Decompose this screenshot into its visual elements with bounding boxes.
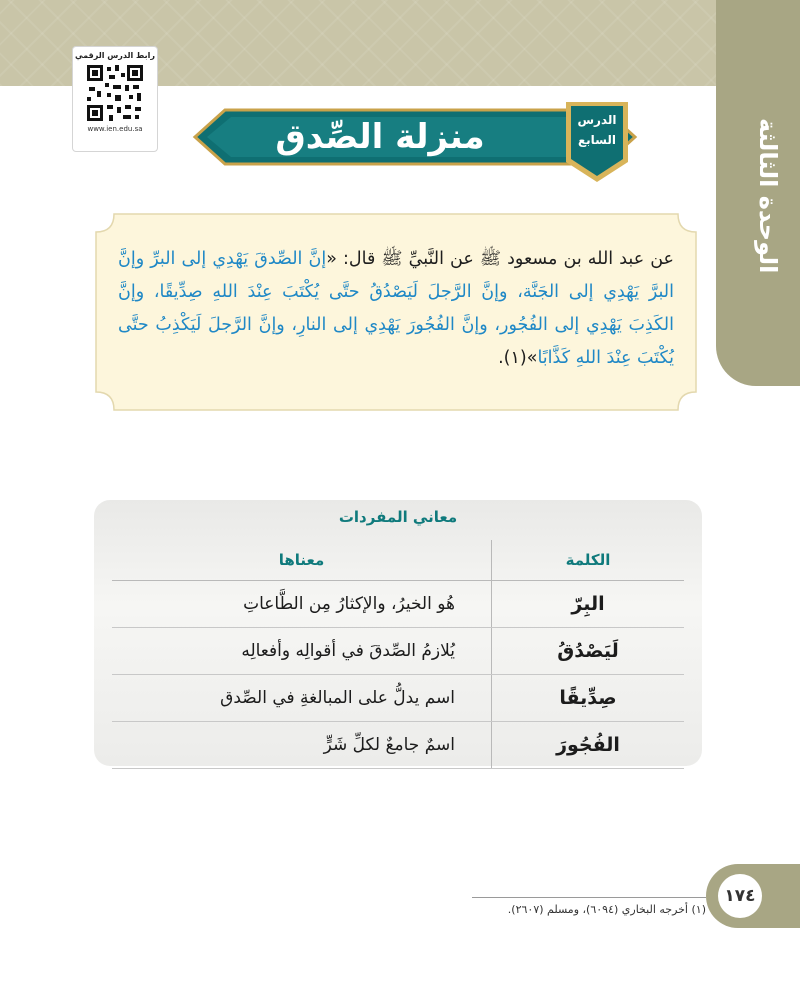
vocab-meaning: اسمٌ جامعٌ لكلِّ شَرٍّ <box>112 722 492 769</box>
digital-lesson-qr-card[interactable] <box>72 46 158 152</box>
hadith-body: إنَّ الصِّدقَ يَهْدِي إلى البرِّ وإنَّ البرَّ يَهْدِي إلى الجَنَّة، وإنَّ الرَّجلَ لَيَصْدُقُ حتَّى يُكْتَبَ عِنْدَ اللهِ صِدِّيقًا، وإنَّ الكَذِبَ يَهْدِي إلى الفُجُور، وإنَّ الفُجُورَ يَهْدِي إلى النارِ، وإنَّ الرَّجلَ لَيَكْذِبُ حتَّى يُكْتَبَ عِنْدَ اللهِ كَذَّابًا <box>118 249 674 368</box>
lesson-number-label <box>568 110 626 150</box>
table-row <box>112 581 684 628</box>
vocab-meaning: يُلازمُ الصِّدقَ في أقوالِه وأفعالِه <box>112 628 492 675</box>
hadith-text <box>118 243 674 375</box>
vocab-meaning: اسم يدلُّ على المبالغةِ في الصِّدق <box>112 675 492 722</box>
footnote: (١) أخرجه البخاري (٦٠٩٤)، ومسلم (٢٦٠٧). <box>507 903 706 916</box>
vocab-word: لَيَصْدُقُ <box>492 628 685 675</box>
vocab-word: البِرّ <box>492 581 685 628</box>
hadith-close: »(١). <box>498 348 538 368</box>
table-row <box>112 675 684 722</box>
unit-label: الوحدة الثالثة <box>754 118 782 274</box>
table-row <box>112 628 684 675</box>
lesson-badge-line2: السابع <box>577 133 617 147</box>
vocab-meaning: هُو الخيرُ، والإكثارُ مِن الطَّاعاتِ <box>112 581 492 628</box>
unit-side-tab-top <box>716 0 800 86</box>
qr-title: رابط الدرس الرقمي <box>75 51 155 60</box>
table-row <box>112 722 684 769</box>
vocab-word: الفُجُورَ <box>492 722 685 769</box>
vocabulary-title: معاني المفردات <box>338 508 458 526</box>
hadith-intro: عن عبد الله بن مسعود ﷺ عن النَّبيِّ ﷺ قال: « <box>326 249 674 269</box>
vocabulary-header-row <box>112 540 684 581</box>
vocabulary-table <box>112 540 684 769</box>
vocab-word: صِدِّيقًا <box>492 675 685 722</box>
lesson-title: منزلة الصِّدق <box>275 117 485 157</box>
lesson-badge-line1: الدرس <box>577 113 617 127</box>
header-word: الكلمة <box>492 540 685 581</box>
qr-url[interactable]: www.ien.edu.sa <box>87 125 143 133</box>
qr-code-icon[interactable] <box>85 63 145 123</box>
header-meaning: معناها <box>112 540 492 581</box>
footnote-separator <box>472 897 706 898</box>
page-number: ١٧٤ <box>718 874 762 918</box>
